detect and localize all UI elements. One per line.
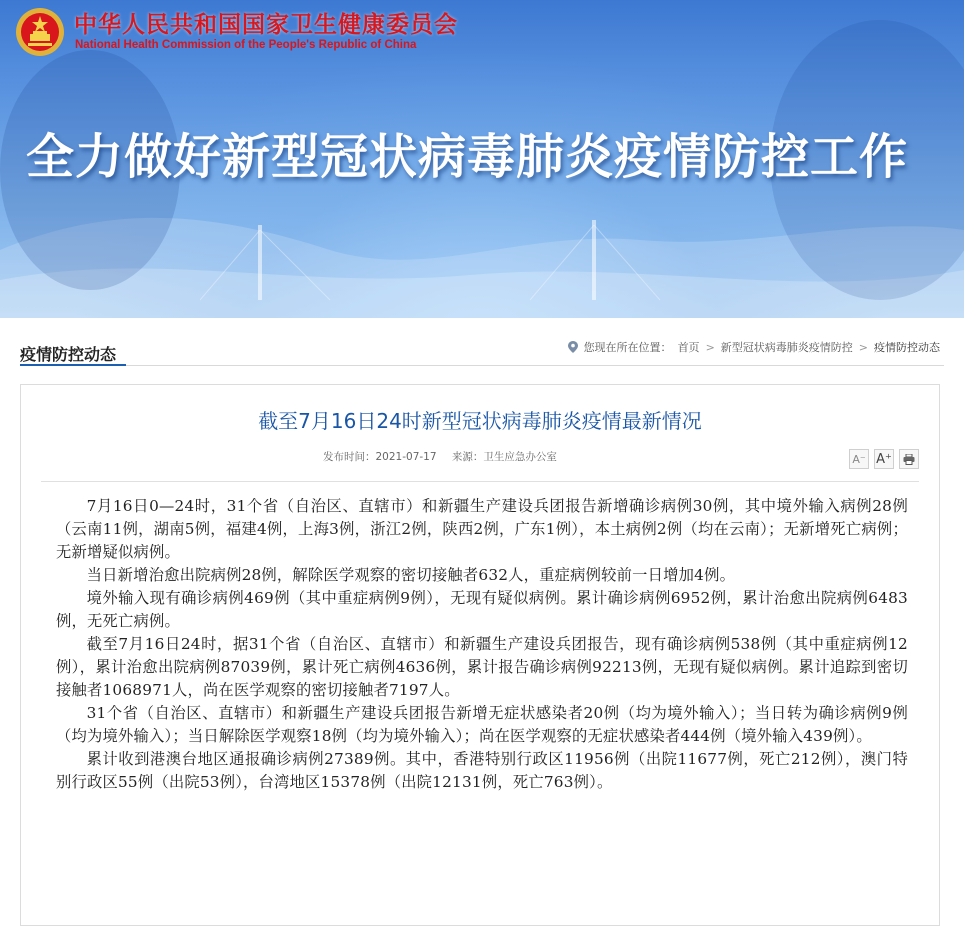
article-tools [849, 449, 919, 469]
article-paragraph: 7月16日0—24时，31个省（自治区、直辖市）和新疆生产建设兵团报告新增确诊病例30例，其中境外输入病例28例（云南11例，湖南5例，福建4例，上海3例，浙江2例，陕西2例，广东1例），本土病例2例（均在云南）；无新增死亡病例；无新增疑似病例。 [56, 497, 908, 561]
banner-slogan: 全力做好新型冠状病毒肺炎疫情防控工作 [26, 129, 909, 185]
font-smaller-button[interactable]: A⁻ [849, 449, 869, 469]
breadcrumb-home[interactable]: 首页 [677, 341, 700, 354]
breadcrumb-epidemic-control[interactable]: 新型冠状病毒肺炎疫情防控 [720, 341, 853, 354]
print-button[interactable] [899, 449, 919, 469]
breadcrumb-current[interactable]: 疫情防控动态 [874, 341, 940, 354]
source-label: 来源： [451, 451, 484, 463]
article-paragraph: 截至7月16日24时，据31个省（自治区、直辖市）和新疆生产建设兵团报告，现有确诊病例538例（其中重症病例12例），累计治愈出院病例87039例，累计死亡病例4636例，累计报告确诊病例92213例，无现有疑似病例。累计追踪到密切接触者1068971人，尚在医学观察的密切接触者7197人。 [56, 635, 908, 699]
section-title-underline [20, 364, 126, 366]
org-name-en: National Health Commission of the People's Republic of China [75, 39, 417, 51]
publish-time-label: 发布时间： [323, 451, 376, 463]
article-paragraph: 31个省（自治区、直辖市）和新疆生产建设兵团报告新增无症状感染者20例（均为境外输入）；当日转为确诊病例9例（均为境外输入）；当日解除医学观察18例（均为境外输入）；尚在医学观察的无症状感染者444例（境外输入439例）。 [56, 704, 908, 745]
article-body [56, 495, 908, 794]
article-paragraph: 境外输入现有确诊病例469例（其中重症病例9例），无现有疑似病例。累计确诊病例6952例，累计治愈出院病例6483例，无死亡病例。 [56, 589, 908, 630]
publish-time [323, 451, 437, 463]
article-meta [323, 449, 569, 464]
national-emblem-icon[interactable] [14, 6, 66, 58]
print-icon [903, 454, 915, 465]
meta-divider [41, 481, 919, 482]
font-larger-button[interactable]: A⁺ [874, 449, 894, 469]
header-banner [0, 0, 964, 318]
section-divider [20, 365, 944, 366]
breadcrumb-prefix: 您现在所在位置： [583, 341, 672, 354]
publish-date: 2021-07-17 [375, 451, 437, 463]
breadcrumb-separator: > [705, 340, 715, 354]
location-pin-icon [568, 341, 578, 353]
section-title: 疫情防控动态 [20, 345, 117, 364]
article-container [20, 384, 940, 926]
article-title: 截至7月16日24时新型冠状病毒肺炎疫情最新情况 [258, 409, 702, 433]
article-paragraph: 当日新增治愈出院病例28例，解除医学观察的密切接触者632人，重症病例较前一日增加4例。 [86, 566, 736, 584]
source-name: 卫生应急办公室 [483, 451, 557, 463]
breadcrumb [568, 339, 940, 355]
breadcrumb-separator: > [858, 340, 868, 354]
article-paragraph: 累计收到港澳台地区通报确诊病例27389例。其中，香港特别行政区11956例（出院11677例，死亡212例），澳门特别行政区55例（出院53例），台湾地区15378例（出院12131例，死亡763例）。 [56, 750, 908, 791]
article-source [452, 451, 557, 463]
org-name-cn[interactable]: 中华人民共和国国家卫生健康委员会 [74, 12, 458, 38]
